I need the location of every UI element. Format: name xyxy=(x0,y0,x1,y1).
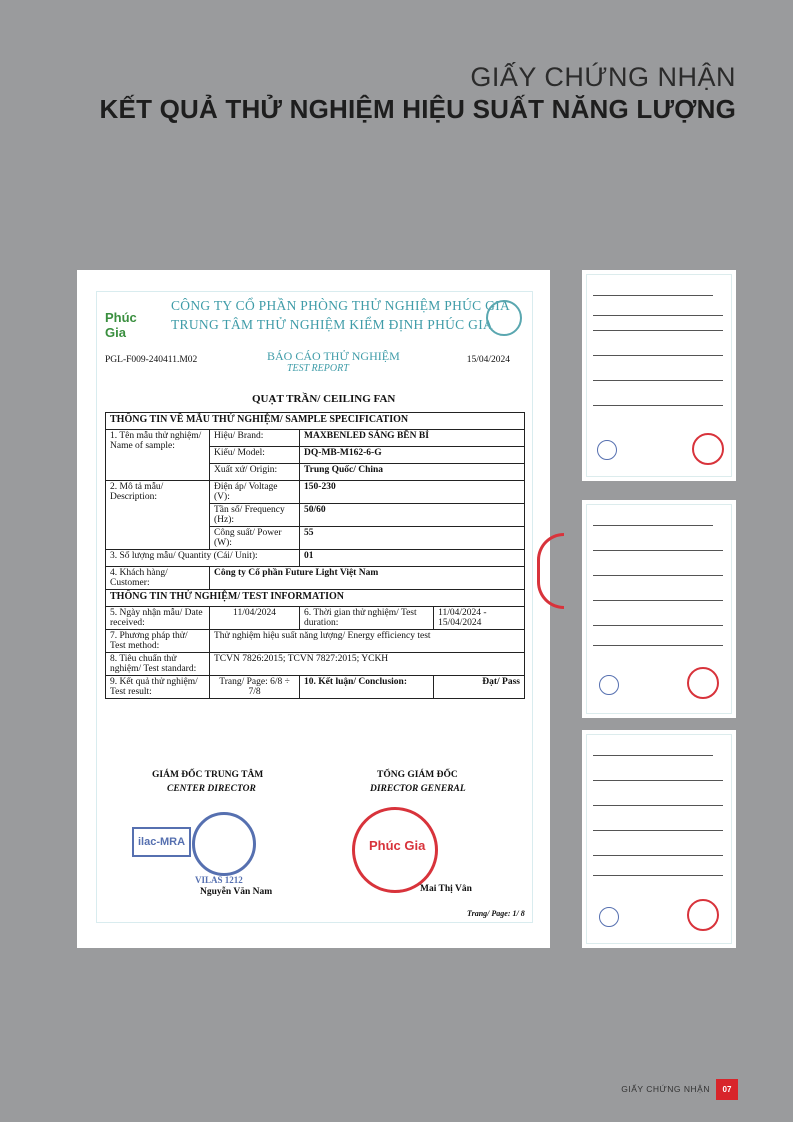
page-number-doc: Trang/ Page: 1/ 8 xyxy=(467,909,525,918)
thumbnail-page-1[interactable] xyxy=(582,270,736,481)
row-label: 2. Mô tả mẫu/ Description: xyxy=(106,481,210,550)
signer2-name: Mai Thị Vân xyxy=(420,884,472,894)
product-name: QUẠT TRẦN/ CEILING FAN xyxy=(252,393,396,405)
stamp-edge xyxy=(537,533,564,609)
seal-icon xyxy=(597,440,617,460)
row-label: 6. Thời gian thử nghiệm/ Test duration: xyxy=(300,607,434,630)
ilac-mra-logo: ilac-MRA xyxy=(132,827,191,857)
page-number: 07 xyxy=(716,1079,738,1100)
customer-value: Công ty Cổ phần Future Light Việt Nam xyxy=(210,567,525,590)
document-number: PGL-F009-240411.M02 xyxy=(105,355,198,365)
seal-icon xyxy=(692,433,724,465)
field-label: Kiểu/ Model: xyxy=(210,447,300,464)
signer2-title: TỔNG GIÁM ĐỐC xyxy=(377,770,458,780)
thumbnail-page-3[interactable] xyxy=(582,730,736,948)
method-value: Thử nghiệm hiệu suất năng lượng/ Energy efficiency test xyxy=(210,630,525,653)
received-value: 11/04/2024 xyxy=(210,607,300,630)
company-seal: Phúc Gia xyxy=(352,807,438,893)
report-title: BÁO CÁO THỬ NGHIỆM xyxy=(267,349,400,363)
row-label: 5. Ngày nhận mẫu/ Date received: xyxy=(106,607,210,630)
globe-icon xyxy=(486,300,522,336)
row-label: 3. Số lượng mẫu/ Quantity (Cái/ Unit): xyxy=(106,550,300,567)
signer2-title-en: DIRECTOR GENERAL xyxy=(370,784,466,794)
field-label: Tần số/ Frequency (Hz): xyxy=(210,504,300,527)
signer1-title-en: CENTER DIRECTOR xyxy=(167,784,256,794)
footer-label: GIẤY CHỨNG NHẬN xyxy=(621,1084,710,1094)
duration-value: 11/04/2024 - 15/04/2024 xyxy=(434,607,525,630)
spec-table xyxy=(105,412,525,699)
report-document xyxy=(96,291,533,923)
accreditation-seal xyxy=(192,812,256,876)
seal-icon xyxy=(599,907,619,927)
thumbnail-page-2[interactable] xyxy=(582,500,736,718)
model-value: DQ-MB-M162-6-G xyxy=(300,447,525,464)
vilas-number: VILAS 1212 xyxy=(195,875,243,885)
signer1-title: GIÁM ĐỐC TRUNG TÂM xyxy=(152,770,264,780)
seal-icon xyxy=(687,667,719,699)
voltage-value: 150-230 xyxy=(300,481,525,504)
quantity-value: 01 xyxy=(300,550,525,567)
certificate-subtitle: GIẤY CHỨNG NHẬN xyxy=(470,62,736,92)
phuc-gia-logo: Phúc Gia xyxy=(105,310,137,340)
origin-value: Trung Quốc/ China xyxy=(300,464,525,481)
field-label: Hiệu/ Brand: xyxy=(210,430,300,447)
center-name: TRUNG TÂM THỬ NGHIỆM KIỂM ĐỊNH PHÚC GIA xyxy=(171,317,494,332)
seal-icon xyxy=(687,899,719,931)
main-certificate[interactable] xyxy=(77,270,550,948)
section-test-info: THÔNG TIN THỬ NGHIỆM/ TEST INFORMATION xyxy=(106,590,525,607)
row-label: 1. Tên mẫu thử nghiệm/ Name of sample: xyxy=(106,430,210,481)
brand-value: MAXBENLED SÁNG BÊN BỈ xyxy=(300,430,525,447)
row-label: 10. Kết luận/ Conclusion: xyxy=(300,676,434,699)
field-label: Điện áp/ Voltage (V): xyxy=(210,481,300,504)
report-title-en: TEST REPORT xyxy=(287,363,349,374)
signer1-name: Nguyễn Văn Nam xyxy=(200,887,273,897)
power-value: 55 xyxy=(300,527,525,550)
row-label: 7. Phương pháp thử/ Test method: xyxy=(106,630,210,653)
page-title: KẾT QUẢ THỬ NGHIỆM HIỆU SUẤT NĂNG LƯỢNG xyxy=(99,94,736,124)
field-label: Công suất/ Power (W): xyxy=(210,527,300,550)
field-label: Xuất xứ/ Origin: xyxy=(210,464,300,481)
row-label: 9. Kết quả thử nghiệm/ Test result: xyxy=(106,676,210,699)
seal-icon xyxy=(599,675,619,695)
company-name: CÔNG TY CỔ PHẦN PHÒNG THỬ NGHIỆM PHÚC GIA xyxy=(171,298,511,313)
row-label: 8. Tiêu chuẩn thử nghiệm/ Test standard: xyxy=(106,653,210,676)
frequency-value: 50/60 xyxy=(300,504,525,527)
report-date: 15/04/2024 xyxy=(466,355,510,365)
pages-value: Trang/ Page: 6/8 ÷ 7/8 xyxy=(210,676,300,699)
row-label: 4. Khách hàng/ Customer: xyxy=(106,567,210,590)
section-sample-spec: THÔNG TIN VỀ MẪU THỬ NGHIỆM/ SAMPLE SPECIFICATION xyxy=(106,413,525,430)
conclusion-value: Đạt/ Pass xyxy=(434,676,525,699)
standard-value: TCVN 7826:2015; TCVN 7827:2015; YCKH xyxy=(210,653,525,676)
